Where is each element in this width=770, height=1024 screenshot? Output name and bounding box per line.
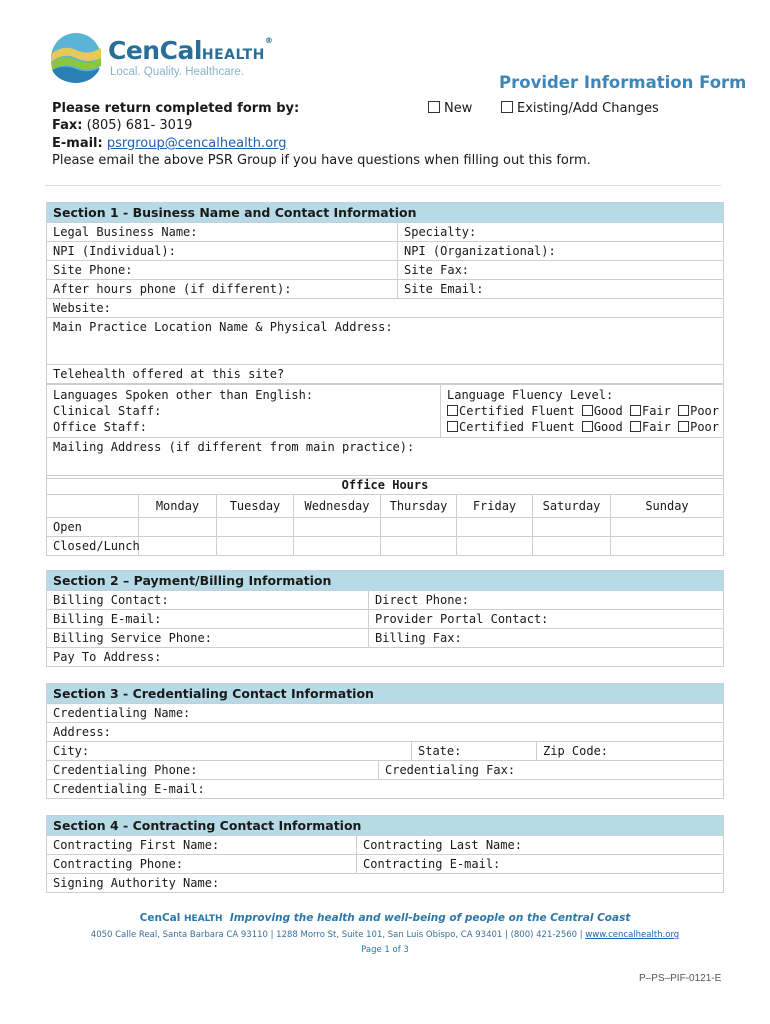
zip-field[interactable]: Zip Code: (537, 742, 724, 761)
logo (50, 30, 280, 86)
open-row-label: Open (47, 518, 139, 537)
open-monday-cell[interactable] (139, 518, 217, 537)
office-fluency-row (447, 419, 723, 435)
clinical-staff-label: Clinical Staff: (53, 404, 162, 418)
website-field[interactable]: Website: (47, 299, 724, 318)
legal-name-field[interactable]: Legal Business Name: (47, 223, 398, 242)
office-poor-checkbox[interactable] (678, 421, 689, 432)
new-checkbox[interactable] (428, 101, 440, 113)
header-divider (45, 185, 721, 186)
section-2-title: Section 2 – Payment/Billing Information (47, 571, 724, 591)
return-label: Please return completed form by: (52, 101, 300, 116)
option-poor-label: Poor (690, 420, 720, 434)
billing-contact-field[interactable]: Billing Contact: (47, 591, 369, 610)
option-new-label: New (444, 101, 473, 116)
fluency-label: Language Fluency Level: (447, 388, 614, 402)
option-good-label: Good (593, 420, 623, 434)
footer-slogan-line (0, 912, 770, 924)
option-good-label: Good (593, 404, 623, 418)
contracting-first-name-field[interactable]: Contracting First Name: (47, 836, 357, 855)
languages-cell[interactable] (47, 385, 441, 438)
fax-line (52, 118, 192, 133)
closed-saturday-cell[interactable] (533, 537, 611, 556)
section-3-title: Section 3 - Credentialing Contact Information (47, 684, 724, 704)
billing-fax-field[interactable]: Billing Fax: (369, 629, 724, 648)
credentialing-address-field[interactable]: Address: (47, 723, 724, 742)
logo-health: HEALTH (201, 47, 265, 63)
option-fair-label: Fair (641, 404, 671, 418)
closed-tuesday-cell[interactable] (217, 537, 294, 556)
clinical-fair-checkbox[interactable] (630, 405, 641, 416)
email-label: E-mail: (52, 136, 103, 151)
closed-friday-cell[interactable] (457, 537, 533, 556)
office-certified-checkbox[interactable] (447, 421, 458, 432)
day-wednesday: Wednesday (294, 495, 381, 518)
closed-monday-cell[interactable] (139, 537, 217, 556)
form-id: P–PS–PIF-0121-E (639, 973, 722, 984)
section-4-table (46, 815, 724, 893)
specialty-field[interactable]: Specialty: (398, 223, 724, 242)
footer-brand: CenCal (139, 912, 181, 924)
contracting-phone-field[interactable]: Contracting Phone: (47, 855, 357, 874)
help-note: Please email the above PSR Group if you have questions when filling out this form. (52, 153, 591, 168)
open-saturday-cell[interactable] (533, 518, 611, 537)
open-wednesday-cell[interactable] (294, 518, 381, 537)
form-title: Provider Information Form (499, 73, 747, 92)
footer-website-link[interactable]: www.cencalhealth.org (585, 930, 680, 940)
credentialing-email-field[interactable]: Credentialing E-mail: (47, 780, 724, 799)
languages-table (46, 384, 724, 479)
option-certified-label: Certified Fluent (459, 404, 575, 418)
fluency-cell (441, 385, 724, 438)
option-existing[interactable] (501, 101, 659, 116)
section-1-table (46, 202, 724, 384)
day-thursday: Thursday (381, 495, 457, 518)
credentialing-name-field[interactable]: Credentialing Name: (47, 704, 724, 723)
section-4-title: Section 4 - Contracting Contact Information (47, 816, 724, 836)
pay-to-address-field[interactable]: Pay To Address: (47, 648, 724, 667)
clinical-good-checkbox[interactable] (582, 405, 593, 416)
credentialing-phone-field[interactable]: Credentialing Phone: (47, 761, 379, 780)
office-fair-checkbox[interactable] (630, 421, 641, 432)
billing-service-phone-field[interactable]: Billing Service Phone: (47, 629, 369, 648)
credentialing-fax-field[interactable]: Credentialing Fax: (379, 761, 724, 780)
portal-contact-field[interactable]: Provider Portal Contact: (369, 610, 724, 629)
hours-corner (47, 495, 139, 518)
day-monday: Monday (139, 495, 217, 518)
section-1-title: Section 1 - Business Name and Contact Information (47, 203, 724, 223)
clinical-certified-checkbox[interactable] (447, 405, 458, 416)
billing-email-field[interactable]: Billing E-mail: (47, 610, 369, 629)
fax-label: Fax: (52, 118, 83, 133)
office-hours-title: Office Hours (47, 476, 724, 495)
office-good-checkbox[interactable] (582, 421, 593, 432)
open-tuesday-cell[interactable] (217, 518, 294, 537)
direct-phone-field[interactable]: Direct Phone: (369, 591, 724, 610)
npi-org-field[interactable]: NPI (Organizational): (398, 242, 724, 261)
signing-authority-field[interactable]: Signing Authority Name: (47, 874, 724, 893)
existing-checkbox[interactable] (501, 101, 513, 113)
section-2-table (46, 570, 724, 667)
state-field[interactable]: State: (412, 742, 537, 761)
open-sunday-cell[interactable] (611, 518, 724, 537)
option-existing-label: Existing/Add Changes (517, 101, 659, 116)
logo-registered: ® (264, 36, 273, 45)
telehealth-field[interactable]: Telehealth offered at this site? (47, 365, 724, 384)
email-link[interactable]: psrgroup@cencalhealth.org (106, 136, 287, 151)
closed-row-label: Closed/Lunch (47, 537, 139, 556)
clinical-poor-checkbox[interactable] (678, 405, 689, 416)
email-line (52, 136, 286, 151)
logo-tagline: Local. Quality. Healthcare. (110, 66, 245, 78)
day-friday: Friday (457, 495, 533, 518)
footer-slogan: Improving the health and well-being of people on the Central Coast (229, 912, 631, 924)
site-fax-field[interactable]: Site Fax: (398, 261, 724, 280)
languages-label: Languages Spoken other than English: (53, 388, 314, 402)
office-staff-label: Office Staff: (53, 420, 147, 434)
section-3-table (46, 683, 724, 799)
fax-value: (805) 681- 3019 (86, 118, 193, 133)
npi-individual-field[interactable]: NPI (Individual): (47, 242, 398, 261)
footer-brand-health: HEALTH (184, 914, 223, 924)
option-certified-label: Certified Fluent (459, 420, 575, 434)
option-fair-label: Fair (641, 420, 671, 434)
logo-name: CenCal (108, 36, 202, 65)
office-hours-table (46, 475, 724, 556)
open-thursday-cell[interactable] (381, 518, 457, 537)
closed-wednesday-cell[interactable] (294, 537, 381, 556)
after-hours-field[interactable]: After hours phone (if different): (47, 280, 398, 299)
footer-address: 4050 Calle Real, Santa Barbara CA 93110 | 1288 Morro St, Suite 101, San Luis Obispo, CA 93401 | (800) 421-2560 | (90, 930, 583, 940)
closed-thursday-cell[interactable] (381, 537, 457, 556)
footer-address-line (0, 930, 770, 940)
site-email-field[interactable]: Site Email: (398, 280, 724, 299)
site-phone-field[interactable]: Site Phone: (47, 261, 398, 280)
logo-mark-icon (50, 32, 102, 84)
day-sunday: Sunday (611, 495, 724, 518)
city-field[interactable]: City: (47, 742, 412, 761)
day-tuesday: Tuesday (217, 495, 294, 518)
contracting-email-field[interactable]: Contracting E-mail: (357, 855, 724, 874)
main-location-field[interactable]: Main Practice Location Name & Physical Address: (47, 318, 724, 365)
day-saturday: Saturday (533, 495, 611, 518)
option-new[interactable] (428, 101, 472, 116)
contracting-last-name-field[interactable]: Contracting Last Name: (357, 836, 724, 855)
option-poor-label: Poor (690, 404, 720, 418)
mailing-address-field[interactable]: Mailing Address (if different from main practice): (47, 438, 724, 479)
clinical-fluency-row (447, 403, 723, 419)
page-number: Page 1 of 3 (361, 945, 409, 955)
closed-sunday-cell[interactable] (611, 537, 724, 556)
open-friday-cell[interactable] (457, 518, 533, 537)
